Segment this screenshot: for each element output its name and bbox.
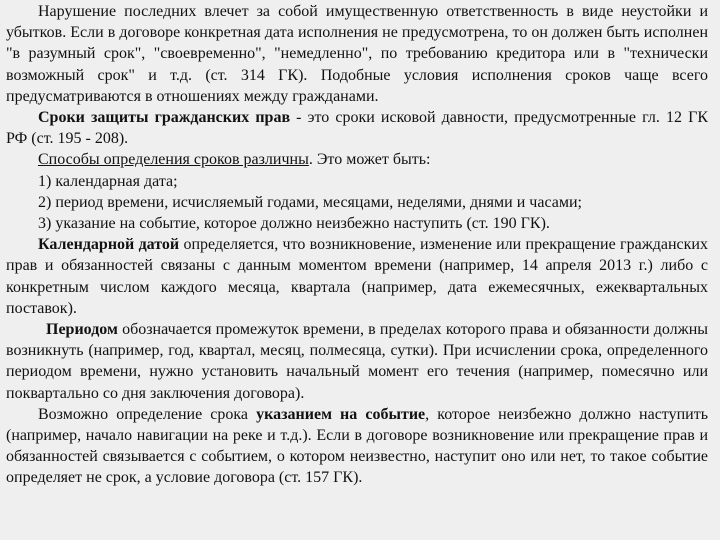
term-protection-periods: Сроки защиты гражданских прав <box>38 109 291 127</box>
term-event: указанием на событие <box>256 405 426 423</box>
term-period: Периодом <box>46 321 118 339</box>
period-text: обозначается промежуток времени, в пределах которого права и обязанности должны возникнуть (например, год, квартал, месяц, полмесяца, сутки). При исчислении срока, определенного периодом времени, нужно установить начальный момент его течения (например, помесячно или поквартально со дня заключения договора). <box>6 321 708 402</box>
paragraph-event <box>6 404 708 489</box>
paragraph-calendar-date <box>6 234 708 319</box>
paragraph-protection-terms <box>6 107 708 149</box>
calendar-date-text: определяется, что возникновение, изменение или прекращение гражданских прав и обязанностей связаны с данным моментом времени (например, 14 апреля 2013 г.) либо с конкретным числом каждого месяца, квартала (например, дата ежемесячных, ежеквартальных поставок). <box>6 236 708 317</box>
methods-intro-text: . Это может быть: <box>308 151 431 169</box>
paragraph-liability: Нарушение последних влечет за собой имущественную ответственность в виде неустойки и убытков. Если в договоре конкретная дата исполнения не предусмотрена, то он должен быть исполнен "в разумный срок", "своевременно", "немедленно", по требованию кредитора или в "технически возможный срок" и т.д. (ст. 314 ГК). Подобные условия исполнения сроков чаще всего предусматриваются в отношениях между гражданами. <box>6 3 708 105</box>
paragraph-methods <box>6 149 708 170</box>
term-calendar-date: Календарной датой <box>38 236 180 254</box>
event-pre-text: Возможно определение срока <box>38 405 257 423</box>
paragraph-period <box>6 319 708 404</box>
event-text: , которое неизбежно должно наступить (например, начало навигации на реке и т.д.). Если в договоре возникновение или прекращение прав и обязанностей связывается с событием, о котором неизвестно, наступит оно или нет, то такое событие определяет не срок, а условие договора (ст. 157 ГК). <box>6 405 709 487</box>
methods-heading: Способы определения сроков различны <box>38 151 309 169</box>
protection-terms-text: - это сроки исковой давности, предусмотренные гл. 12 ГК РФ (ст. 195 - 208). <box>6 109 708 148</box>
list-item-calendar-date: 1) календарная дата; <box>38 172 178 190</box>
list-item-event: 3) указание на событие, которое должно неизбежно наступить (ст. 190 ГК). <box>38 215 550 233</box>
list-item-time-period: 2) период времени, исчисляемый годами, месяцами, неделями, днями и часами; <box>38 193 582 211</box>
